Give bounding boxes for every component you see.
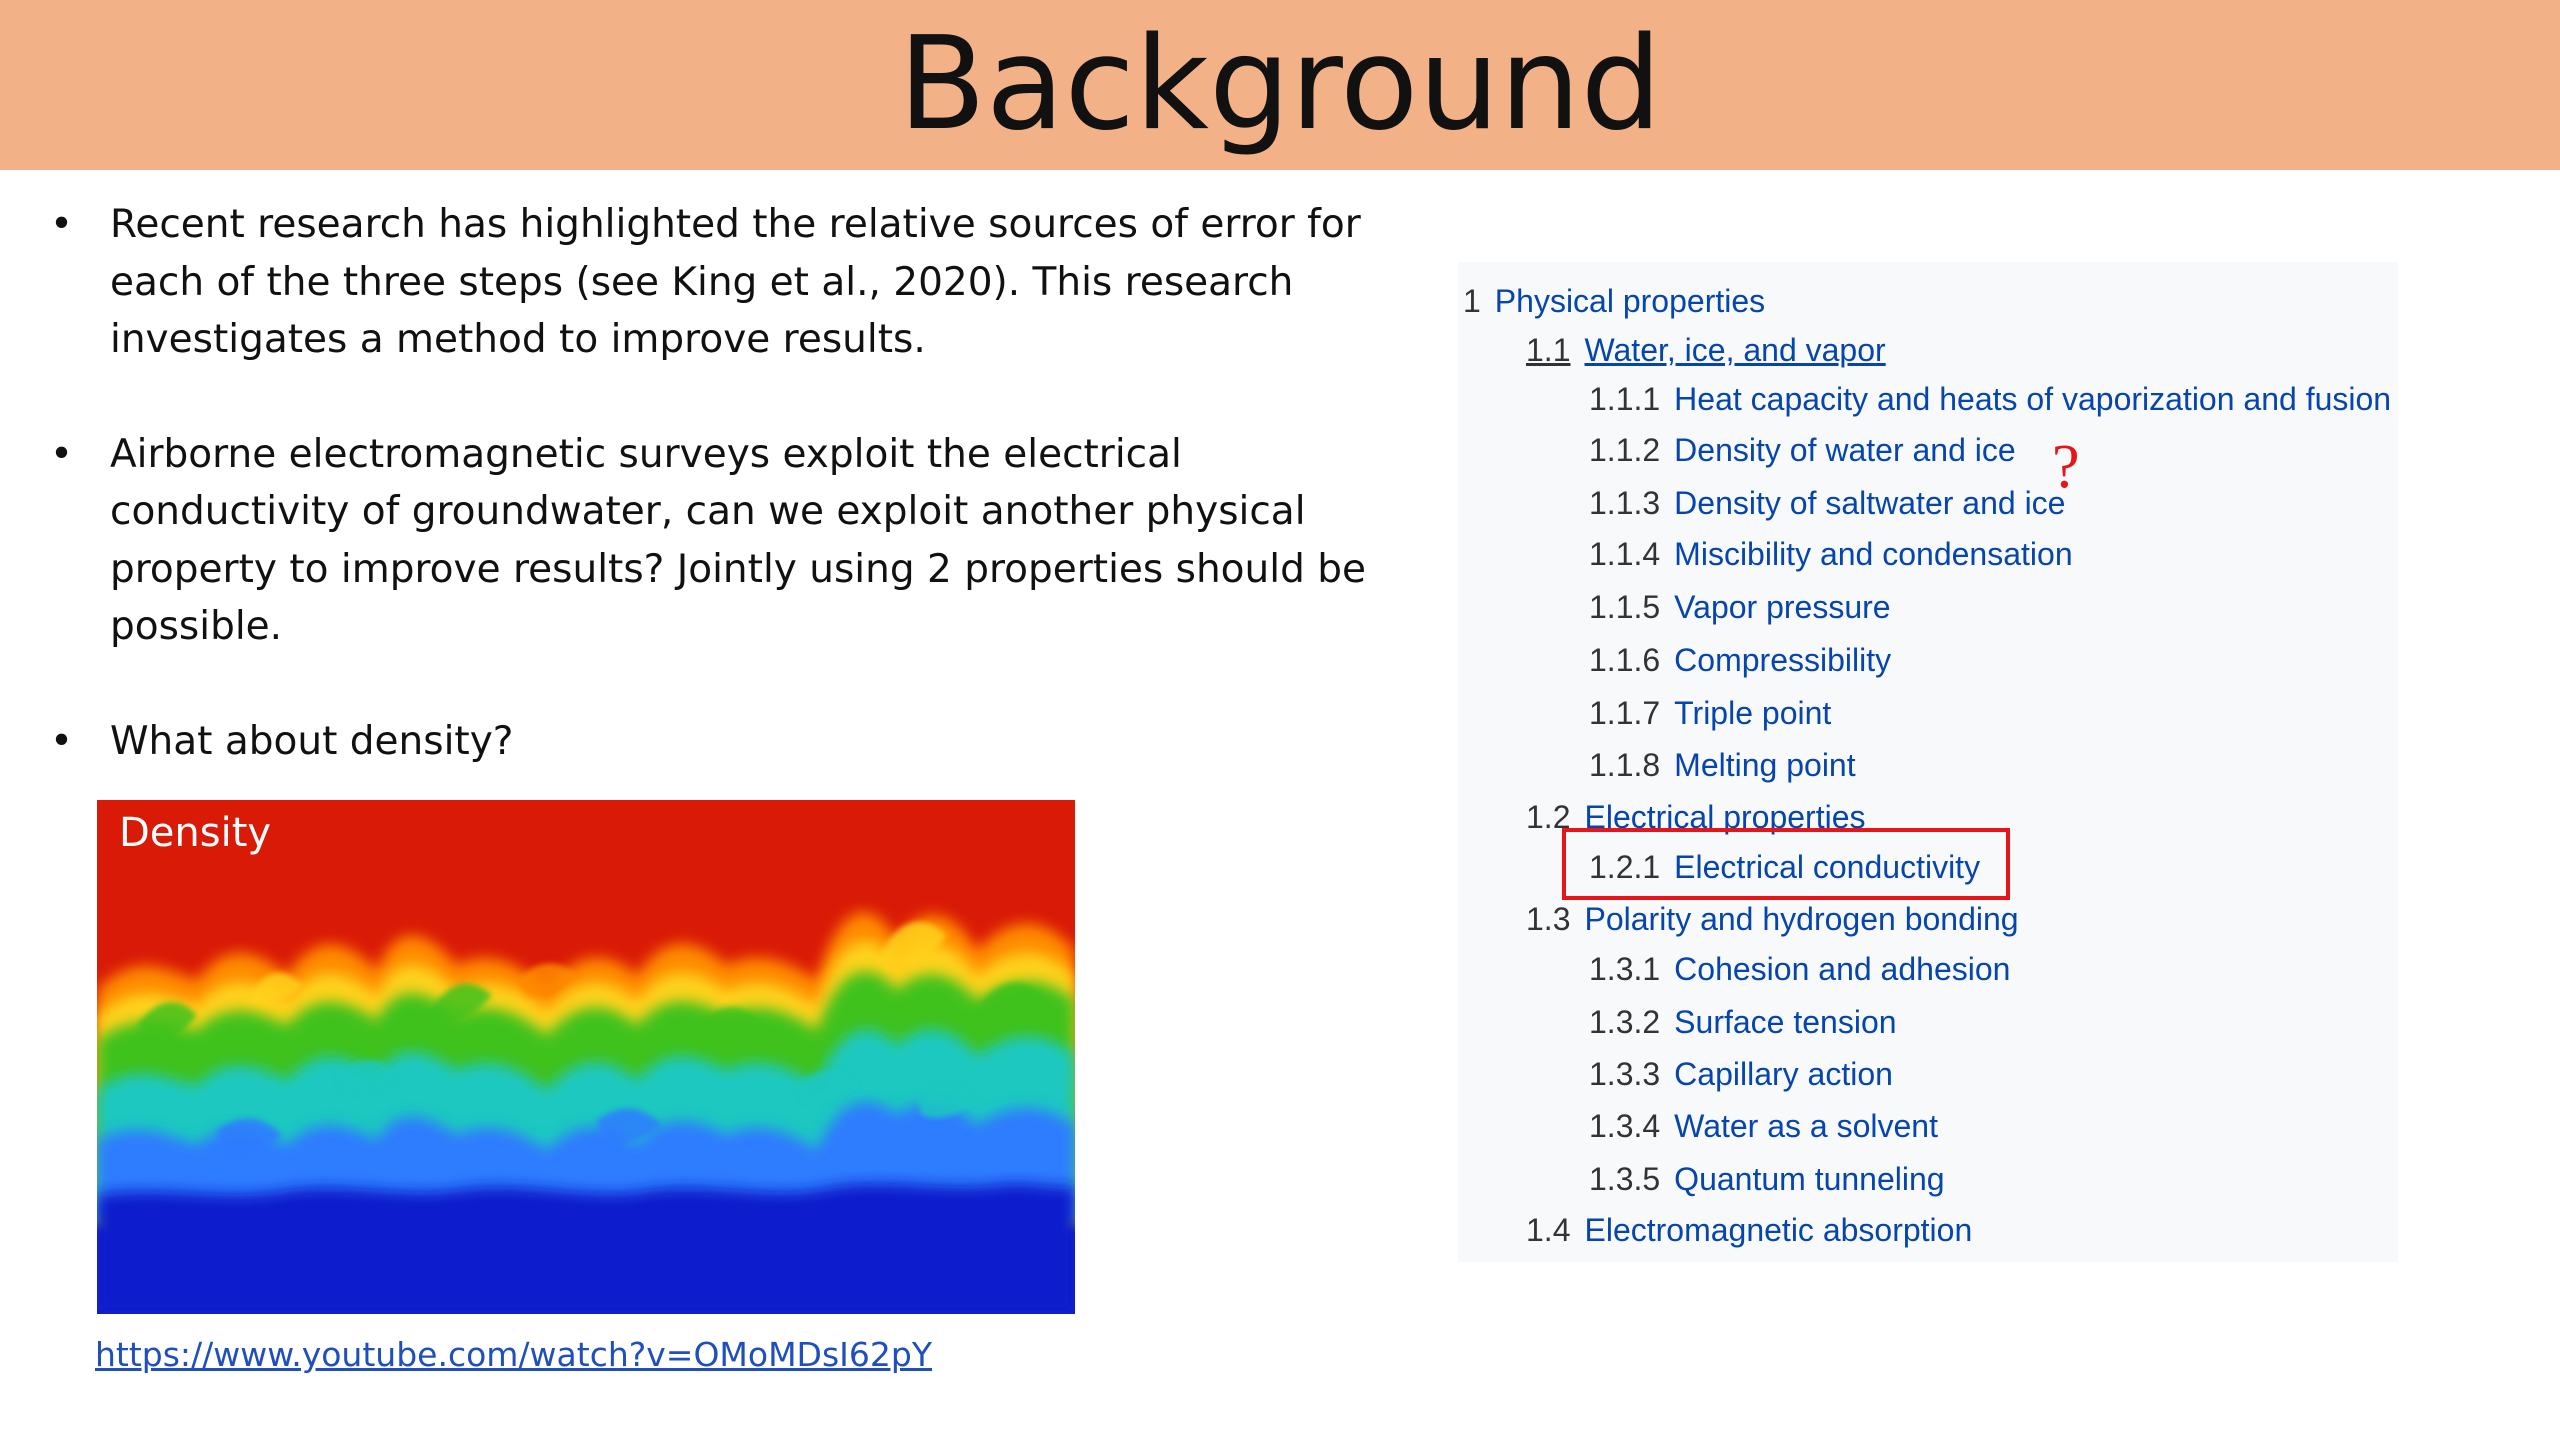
toc-item-label[interactable]: Miscibility and condensation [1674, 536, 2073, 572]
toc-item-number: 1.4 [1526, 1212, 1571, 1248]
toc-item-label[interactable]: Density of saltwater and ice [1674, 485, 2066, 521]
toc-item-label[interactable]: Compressibility [1674, 642, 1892, 678]
toc-item-label[interactable]: Melting point [1674, 747, 1856, 783]
toc-item-number: 1.1.3 [1589, 485, 1661, 521]
toc-item-number: 1.2.1 [1589, 849, 1661, 885]
toc-item-number: 1.3.2 [1589, 1004, 1661, 1040]
toc-item-1-1-7[interactable] [1589, 697, 1831, 729]
toc-item-label[interactable]: Electrical properties [1584, 799, 1866, 835]
toc-item-number: 1.1.1 [1589, 381, 1661, 417]
toc-item-label[interactable]: Water as a solvent [1674, 1108, 1938, 1144]
toc-item-label[interactable]: Physical properties [1494, 283, 1766, 319]
toc-item-label[interactable]: Heat capacity and heats of vaporization and fusion [1674, 381, 2392, 417]
toc-item-1-3[interactable] [1526, 903, 2019, 935]
toc-item-1-3-3[interactable] [1589, 1058, 1893, 1090]
bullet-item [48, 196, 1418, 369]
toc-item-1-1-2[interactable] [1589, 434, 2016, 466]
title-bar [0, 0, 2560, 170]
toc-item-number: 1.1.8 [1589, 747, 1661, 783]
density-plume-graphic [97, 800, 1075, 1314]
toc-item-number: 1.1.6 [1589, 642, 1661, 678]
toc-item-number: 1.1 [1526, 332, 1571, 368]
toc-item-number: 1.3.1 [1589, 951, 1661, 987]
toc-item-1-3-1[interactable] [1589, 953, 2010, 985]
toc-item-number: 1.3 [1526, 901, 1571, 937]
toc-item-1-1[interactable] [1526, 334, 1886, 366]
toc-item-1-4[interactable] [1526, 1214, 1972, 1246]
toc-item-label[interactable]: Surface tension [1674, 1004, 1897, 1040]
toc-item-number: 1.1.7 [1589, 695, 1661, 731]
toc-item-label[interactable]: Electromagnetic absorption [1584, 1212, 1973, 1248]
bullet-item [48, 713, 1418, 771]
highlight-box [1562, 828, 2010, 900]
toc-item-label[interactable]: Polarity and hydrogen bonding [1584, 901, 2019, 937]
toc-item-1-3-4[interactable] [1589, 1110, 1938, 1142]
slide-title: Background [898, 10, 1662, 159]
toc-item-1[interactable] [1463, 285, 1765, 317]
toc-item-1-1-4[interactable] [1589, 538, 2073, 570]
bullet-text: Recent research has highlighted the relative sources of error for each of the three steps (see King et al., 2020). This research investigates a method to improve results. [110, 202, 1361, 362]
toc-item-label[interactable]: Quantum tunneling [1674, 1161, 1945, 1197]
density-label: Density [119, 810, 272, 856]
bullet-text: What about density? [110, 718, 514, 764]
toc-item-label[interactable]: Water, ice, and vapor [1584, 332, 1886, 368]
toc-item-1-3-2[interactable] [1589, 1006, 1897, 1038]
toc-item-1-1-8[interactable] [1589, 749, 1856, 781]
toc-item-number: 1.1.4 [1589, 536, 1661, 572]
youtube-link[interactable]: https://www.youtube.com/watch?v=OMoMDsI62pY [95, 1335, 932, 1374]
toc-item-1-1-1[interactable] [1589, 383, 2391, 415]
toc-item-label[interactable]: Capillary action [1674, 1056, 1893, 1092]
toc-item-number: 1.3.5 [1589, 1161, 1661, 1197]
toc-item-1-3-5[interactable] [1589, 1163, 1945, 1195]
bullet-list [48, 196, 1418, 770]
bullet-symbol: • [50, 431, 74, 477]
toc-item-1-1-5[interactable] [1589, 591, 1891, 623]
toc-item-number: 1.2 [1526, 799, 1571, 835]
density-simulation-image [97, 800, 1075, 1314]
toc-item-number: 1 [1463, 283, 1481, 319]
bullet-item [48, 426, 1418, 656]
toc-item-1-1-6[interactable] [1589, 644, 1891, 676]
toc-item-number: 1.1.5 [1589, 589, 1661, 625]
toc-item-label[interactable]: Vapor pressure [1674, 589, 1891, 625]
bullet-symbol: • [50, 202, 74, 247]
toc-item-1-1-3[interactable] [1589, 487, 2065, 519]
bullet-symbol: • [50, 718, 74, 764]
toc-item-number: 1.3.3 [1589, 1056, 1661, 1092]
toc-item-label[interactable]: Density of water and ice [1674, 432, 2016, 468]
toc-item-label[interactable]: Electrical conductivity [1674, 849, 1981, 885]
toc-item-number: 1.1.2 [1589, 432, 1661, 468]
bullet-text: Airborne electromagnetic surveys exploit the electrical conductivity of groundwater, can we exploit another physical property to improve results? Jointly using 2 properties should be possible. [110, 431, 1366, 649]
question-mark-annotation: ? [2052, 433, 2080, 501]
toc-item-label[interactable]: Cohesion and adhesion [1674, 951, 2011, 987]
toc-item-label[interactable]: Triple point [1674, 695, 1832, 731]
toc-item-number: 1.3.4 [1589, 1108, 1661, 1144]
